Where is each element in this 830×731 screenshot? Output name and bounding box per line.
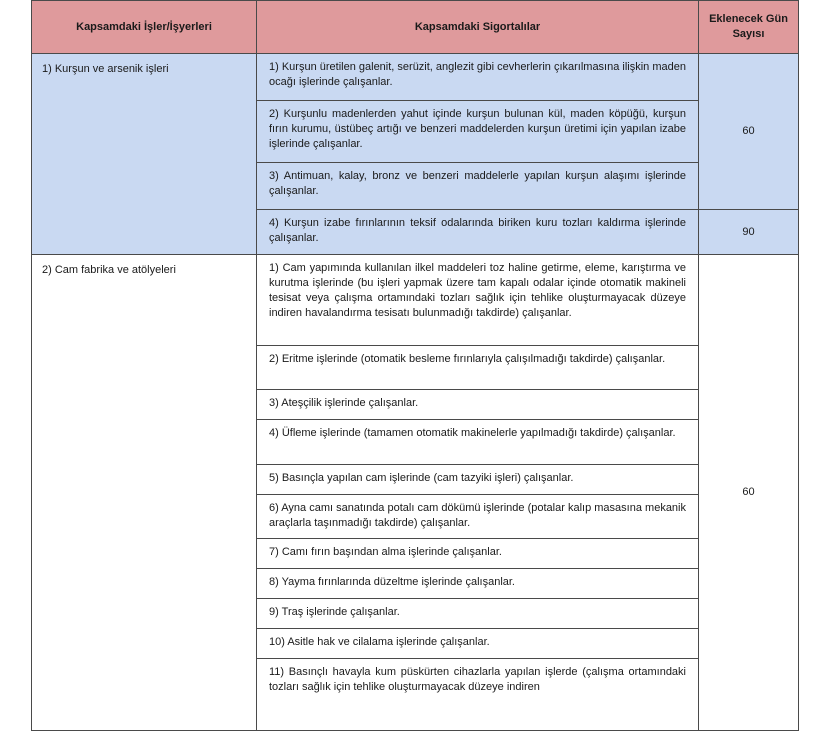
days-cell: 90 xyxy=(699,210,799,255)
insured-cell: 2) Eritme işlerinde (otomatik besleme fırınlarıyla çalışılmadığı takdirde) çalışanlar. xyxy=(257,346,699,390)
insured-cell: 4) Üfleme işlerinde (tamamen otomatik makinelerle yapılmadığı takdirde) çalışanlar. xyxy=(257,420,699,465)
header-days: Eklenecek Gün Sayısı xyxy=(699,1,799,54)
insured-cell: 4) Kurşun izabe fırınlarının teksif odalarında biriken kuru tozları kaldırma işlerinde çalışanlar. xyxy=(257,210,699,255)
insured-cell: 6) Ayna camı sanatında potalı cam dökümü işlerinde (potalar kalıp masasına mekanik araçlarla taşınmadığı takdirde) çalışanlar. xyxy=(257,495,699,539)
insured-cell: 3) Ateşçilik işlerinde çalışanlar. xyxy=(257,390,699,420)
insured-cell: 9) Traş işlerinde çalışanlar. xyxy=(257,599,699,629)
insured-cell: 5) Basınçla yapılan cam işlerinde (cam tazyiki işleri) çalışanlar. xyxy=(257,465,699,495)
insured-cell: 11) Basınçlı havayla kum püskürten cihazlarla yapılan işlerde (çalışma ortamındaki tozları sağlık için tehlike oluşturmayacak düzeye indiren xyxy=(257,659,699,731)
insured-cell: 1) Kurşun üretilen galenit, serüzit, anglezit gibi cevherlerin çıkarılmasına ilişkin maden ocağı işlerinde çalışanlar. xyxy=(257,54,699,101)
work-cell: 1) Kurşun ve arsenik işleri xyxy=(32,54,257,255)
days-cell: 60 xyxy=(699,255,799,731)
insured-cell: 7) Camı fırın başından alma işlerinde çalışanlar. xyxy=(257,539,699,569)
insurance-table xyxy=(31,0,799,731)
insured-cell: 8) Yayma fırınlarında düzeltme işlerinde çalışanlar. xyxy=(257,569,699,599)
table-row xyxy=(32,54,799,101)
insured-cell: 3) Antimuan, kalay, bronz ve benzeri maddelerle yapılan kurşun alaşımı işlerinde çalışanlar. xyxy=(257,163,699,210)
insured-cell: 2) Kurşunlu madenlerden yahut içinde kurşun bulunan kül, maden köpüğü, kurşun fırın kurumu, üstübeç artığı ve benzeri maddelerden kurşun üretimi için yapılan izabe işlerinde çalışanlar. xyxy=(257,101,699,163)
days-cell: 60 xyxy=(699,54,799,210)
header-work: Kapsamdaki İşler/İşyerleri xyxy=(32,1,257,54)
header-row xyxy=(32,1,799,54)
insured-cell: 10) Asitle hak ve cilalama işlerinde çalışanlar. xyxy=(257,629,699,659)
work-cell: 2) Cam fabrika ve atölyeleri xyxy=(32,255,257,731)
table-row xyxy=(32,255,799,346)
insured-cell: 1) Cam yapımında kullanılan ilkel maddeleri toz haline getirme, eleme, karıştırma ve kurutma işlerinde (bu işleri yapmak üzere tam kapalı odalar içinde otomatik makineli tesisat veya çalışma ortamındaki tozları sağlık için tehlike oluşturmayacak düzeye indiren havalandırma tesisatı bulunmadığı takdirde) çalışanlar. xyxy=(257,255,699,346)
header-insured: Kapsamdaki Sigortalılar xyxy=(257,1,699,54)
